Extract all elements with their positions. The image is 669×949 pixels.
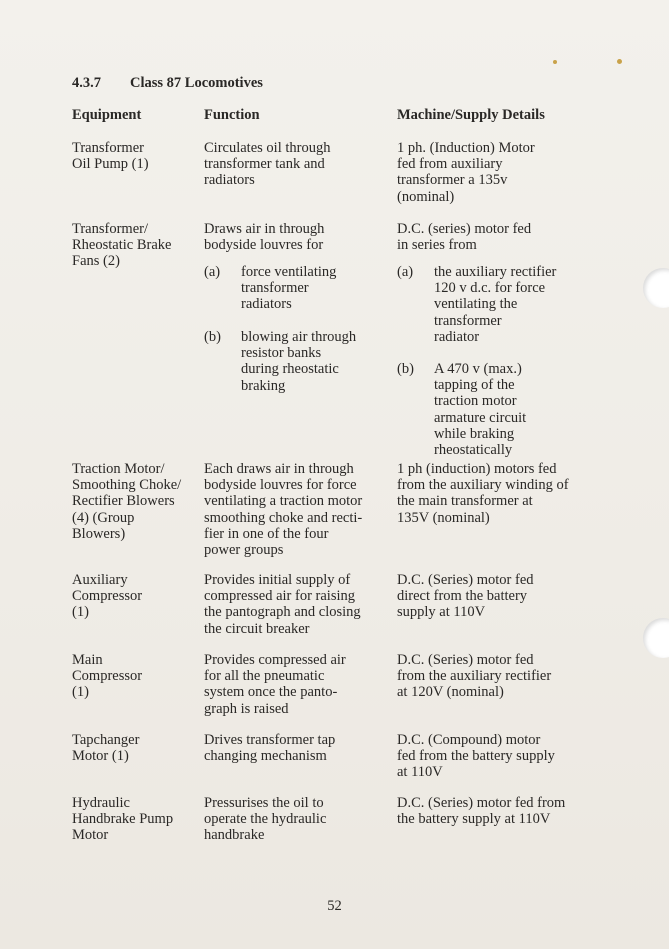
column-header-machine: Machine/Supply Details: [397, 107, 545, 123]
function-cell: Provides initial supply of compressed air for raising the pantograph and closing the circuit breaker: [204, 572, 361, 637]
function-cell: Circulates oil through transformer tank and radiators: [204, 140, 331, 189]
function-cell: Drives transformer tap changing mechanism: [204, 732, 336, 765]
equipment-cell: Transformer/ Rheostatic Brake Fans (2): [72, 221, 172, 270]
machine-cell: D.C. (Series) motor fed from the auxiliary rectifier at 120V (nominal): [397, 652, 552, 701]
section-number: 4.3.7: [72, 75, 101, 91]
equipment-cell: Main Compressor (1): [72, 652, 143, 701]
function-cell: Pressurises the oil to operate the hydraulic handbrake: [204, 795, 327, 844]
equipment-cell: Traction Motor/ Smoothing Choke/ Rectifier Blowers (4) (Group Blowers): [72, 461, 182, 542]
function-cell: Provides compressed air for all the pneumatic system once the panto- graph is raised: [204, 652, 346, 717]
binder-hole: [643, 268, 669, 308]
machine-cell: D.C. (Compound) motor fed from the battery supply at 110V: [397, 732, 555, 781]
binder-hole: [643, 618, 669, 658]
machine-cell: 1 ph (induction) motors fed from the auxiliary winding of the main transformer at 135V (nominal): [397, 461, 569, 526]
subitem-text: the auxiliary rectifier 120 v d.c. for force ventilating the transformer radiator: [434, 264, 557, 345]
subitem-marker: (a): [397, 264, 414, 280]
function-cell: Draws air in through bodyside louvres for: [204, 221, 325, 254]
paper-spot: [553, 60, 557, 64]
function-cell: Each draws air in through bodyside louvres for force ventilating a traction motor smoothing choke and recti- fier in one of the four power groups: [204, 461, 363, 559]
page-number: 52: [327, 898, 342, 914]
column-header-function: Function: [204, 107, 260, 123]
subitem-text: A 470 v (max.) tapping of the traction motor armature circuit while braking rheostatically: [434, 361, 527, 459]
column-header-equipment: Equipment: [72, 107, 142, 123]
machine-cell: D.C. (Series) motor fed direct from the battery supply at 110V: [397, 572, 534, 621]
equipment-cell: Transformer Oil Pump (1): [72, 140, 149, 173]
machine-cell: D.C. (series) motor fed in series from: [397, 221, 532, 254]
machine-cell: 1 ph. (Induction) Motor fed from auxiliary transformer a 135v (nominal): [397, 140, 535, 205]
section-heading: [72, 75, 263, 92]
equipment-cell: Tapchanger Motor (1): [72, 732, 140, 765]
subitem-text: force ventilating transformer radiators: [241, 264, 337, 313]
paper-spot: [617, 59, 622, 64]
equipment-cell: Auxiliary Compressor (1): [72, 572, 143, 621]
equipment-cell: Hydraulic Handbrake Pump Motor: [72, 795, 174, 844]
subitem-marker: (a): [204, 264, 221, 280]
subitem-marker: (b): [204, 329, 221, 345]
subitem-text: blowing air through resistor banks during rheostatic braking: [241, 329, 357, 394]
subitem-marker: (b): [397, 361, 414, 377]
machine-cell: D.C. (Series) motor fed from the battery supply at 110V: [397, 795, 566, 828]
section-title: Class 87 Locomotives: [130, 75, 263, 91]
